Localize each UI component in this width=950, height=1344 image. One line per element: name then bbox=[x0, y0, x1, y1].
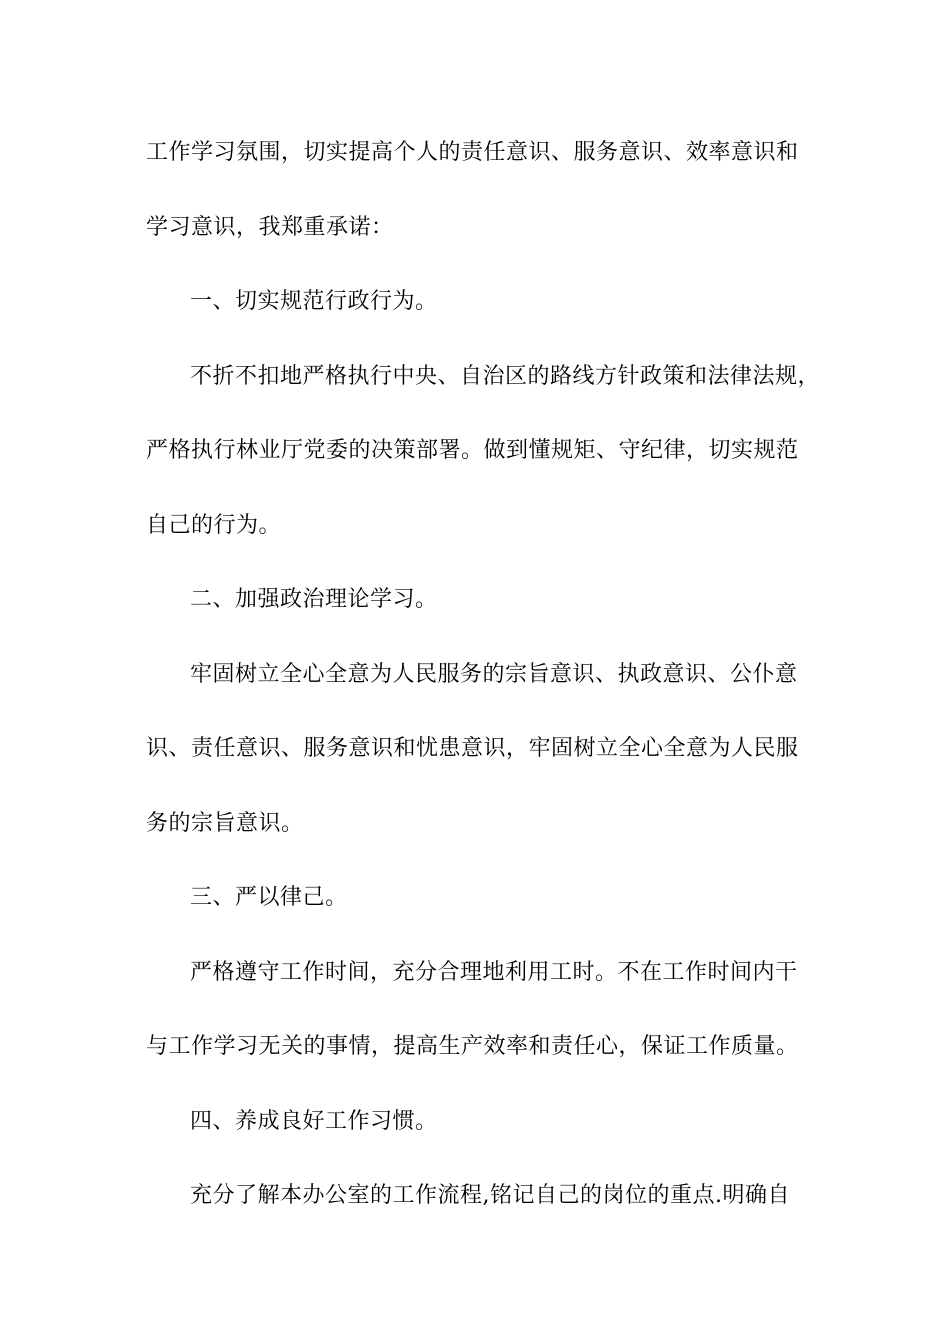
text-line: 充分了解本办公室的工作流程,铭记自己的岗位的重点.明确自 bbox=[190, 1183, 790, 1208]
document-body bbox=[146, 128, 821, 1246]
section-heading-4: 四、养成良好工作习惯。 bbox=[190, 1108, 438, 1134]
text-line: 务的宗旨意识。 bbox=[146, 810, 304, 836]
text-line: 识、责任意识、服务意识和忧患意识，牢固树立全心全意为人民服 bbox=[146, 736, 799, 761]
text-line: 自己的行为。 bbox=[146, 512, 282, 538]
section-heading-2: 二、加强政治理论学习。 bbox=[190, 587, 438, 612]
text-line: 严格遵守工作时间，充分合理地利用工时。不在工作时间内干 bbox=[190, 959, 798, 985]
section-heading-1: 一、切实规范行政行为。 bbox=[190, 289, 438, 314]
text-line: 学习意识，我郑重承诺： bbox=[146, 214, 394, 240]
text-line: 严格执行林业厅党委的决策部署。做到懂规矩、守纪律，切实规范 bbox=[146, 438, 799, 463]
section-heading-3: 三、严以律己。 bbox=[190, 885, 348, 910]
text-line: 不折不扣地严格执行中央、自治区的路线方针政策和法律法规， bbox=[190, 363, 821, 389]
text-line: 工作学习氛围，切实提高个人的责任意识、服务意识、效率意识和 bbox=[146, 140, 799, 165]
text-line: 牢固树立全心全意为人民服务的宗旨意识、执政意识、公仆意 bbox=[190, 661, 798, 687]
text-line: 与工作学习无关的事情，提高生产效率和责任心，保证工作质量。 bbox=[146, 1034, 799, 1059]
